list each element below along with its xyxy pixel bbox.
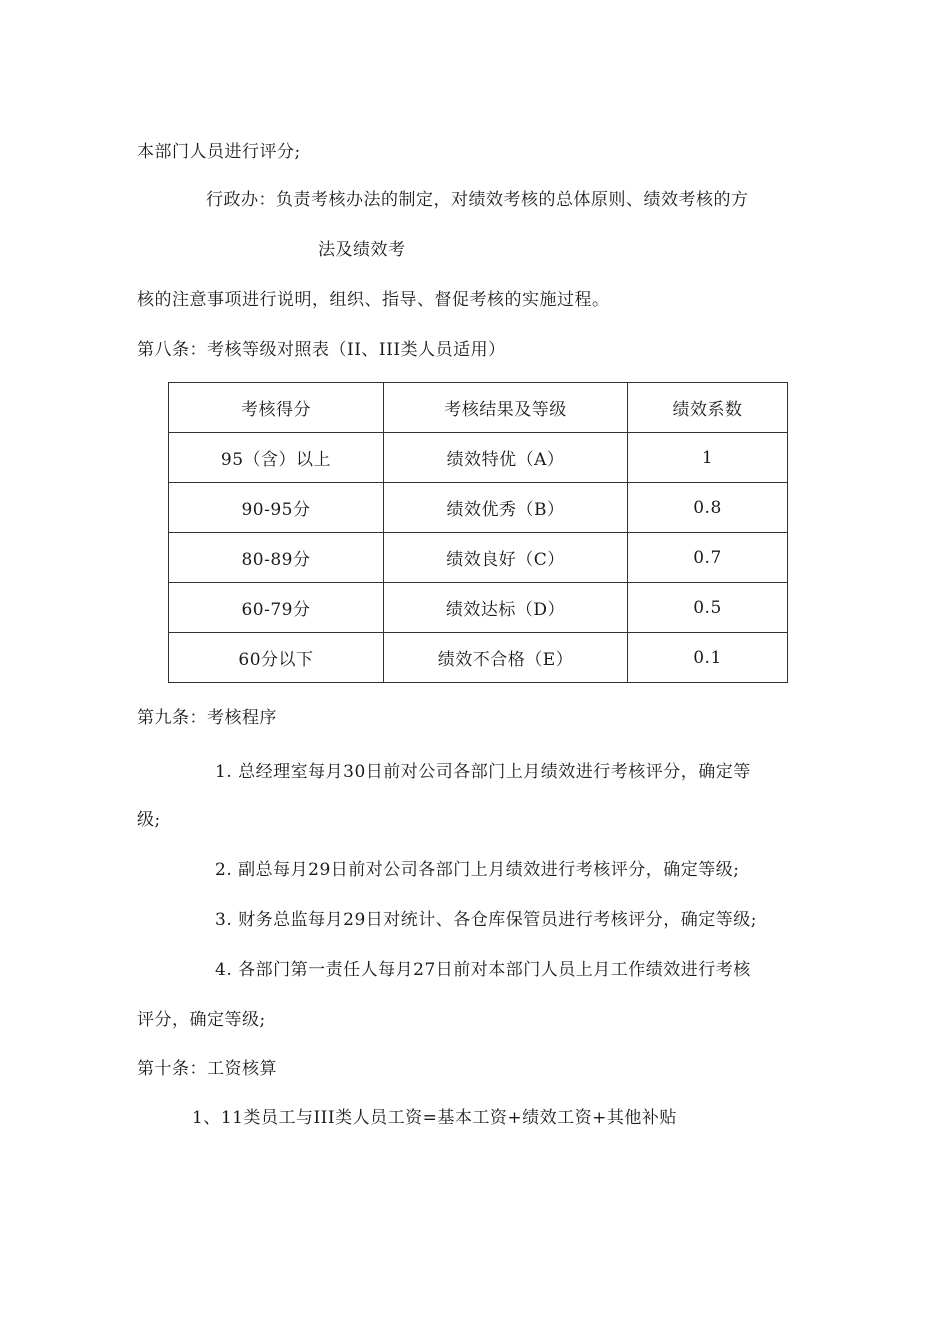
article-8-heading: 第八条：考核等级对照表（II、III类人员适用） [137,340,506,360]
table-row [169,583,788,633]
table-header-row [169,383,788,433]
procedure-item-4-cont: 评分，确定等级; [137,1010,266,1030]
cell-result: 绩效特优（A） [384,433,628,483]
cell-coefficient: 0.7 [628,533,788,583]
paragraph-p4: 核的注意事项进行说明，组织、指导、督促考核的实施过程。 [137,290,610,310]
procedure-item-2: 2. 副总每月29日前对公司各部门上月绩效进行考核评分，确定等级; [215,860,740,880]
cell-score: 60-79分 [169,583,384,633]
procedure-item-1: 1. 总经理室每月30日前对公司各部门上月绩效进行考核评分，确定等 [215,762,751,782]
cell-coefficient: 0.5 [628,583,788,633]
cell-result: 绩效良好（C） [384,533,628,583]
paragraph-p1: 本部门人员进行评分; [137,142,301,162]
paragraph-p2: 行政办：负责考核办法的制定，对绩效考核的总体原则、绩效考核的方 [206,190,749,210]
table-row [169,633,788,683]
header-score: 考核得分 [169,383,384,433]
cell-coefficient: 0.8 [628,483,788,533]
grade-table [168,382,788,683]
procedure-item-1-cont: 级; [137,810,161,830]
cell-coefficient: 1 [628,433,788,483]
cell-score: 95（含）以上 [169,433,384,483]
paragraph-p3: 法及绩效考 [318,240,406,260]
table-row [169,433,788,483]
cell-result: 绩效不合格（E） [384,633,628,683]
table-row [169,533,788,583]
cell-result: 绩效达标（D） [384,583,628,633]
cell-score: 90-95分 [169,483,384,533]
cell-score: 80-89分 [169,533,384,583]
article-10-heading: 第十条：工资核算 [137,1059,277,1079]
salary-formula: 1、11类员工与III类人员工资=基本工资+绩效工资+其他补贴 [192,1108,677,1128]
table-row [169,483,788,533]
article-9-heading: 第九条：考核程序 [137,708,277,728]
cell-result: 绩效优秀（B） [384,483,628,533]
procedure-item-3: 3. 财务总监每月29日对统计、各仓库保管员进行考核评分，确定等级; [215,910,757,930]
cell-coefficient: 0.1 [628,633,788,683]
procedure-item-4: 4. 各部门第一责任人每月27日前对本部门人员上月工作绩效进行考核 [215,960,751,980]
cell-score: 60分以下 [169,633,384,683]
header-result: 考核结果及等级 [384,383,628,433]
header-coefficient: 绩效系数 [628,383,788,433]
